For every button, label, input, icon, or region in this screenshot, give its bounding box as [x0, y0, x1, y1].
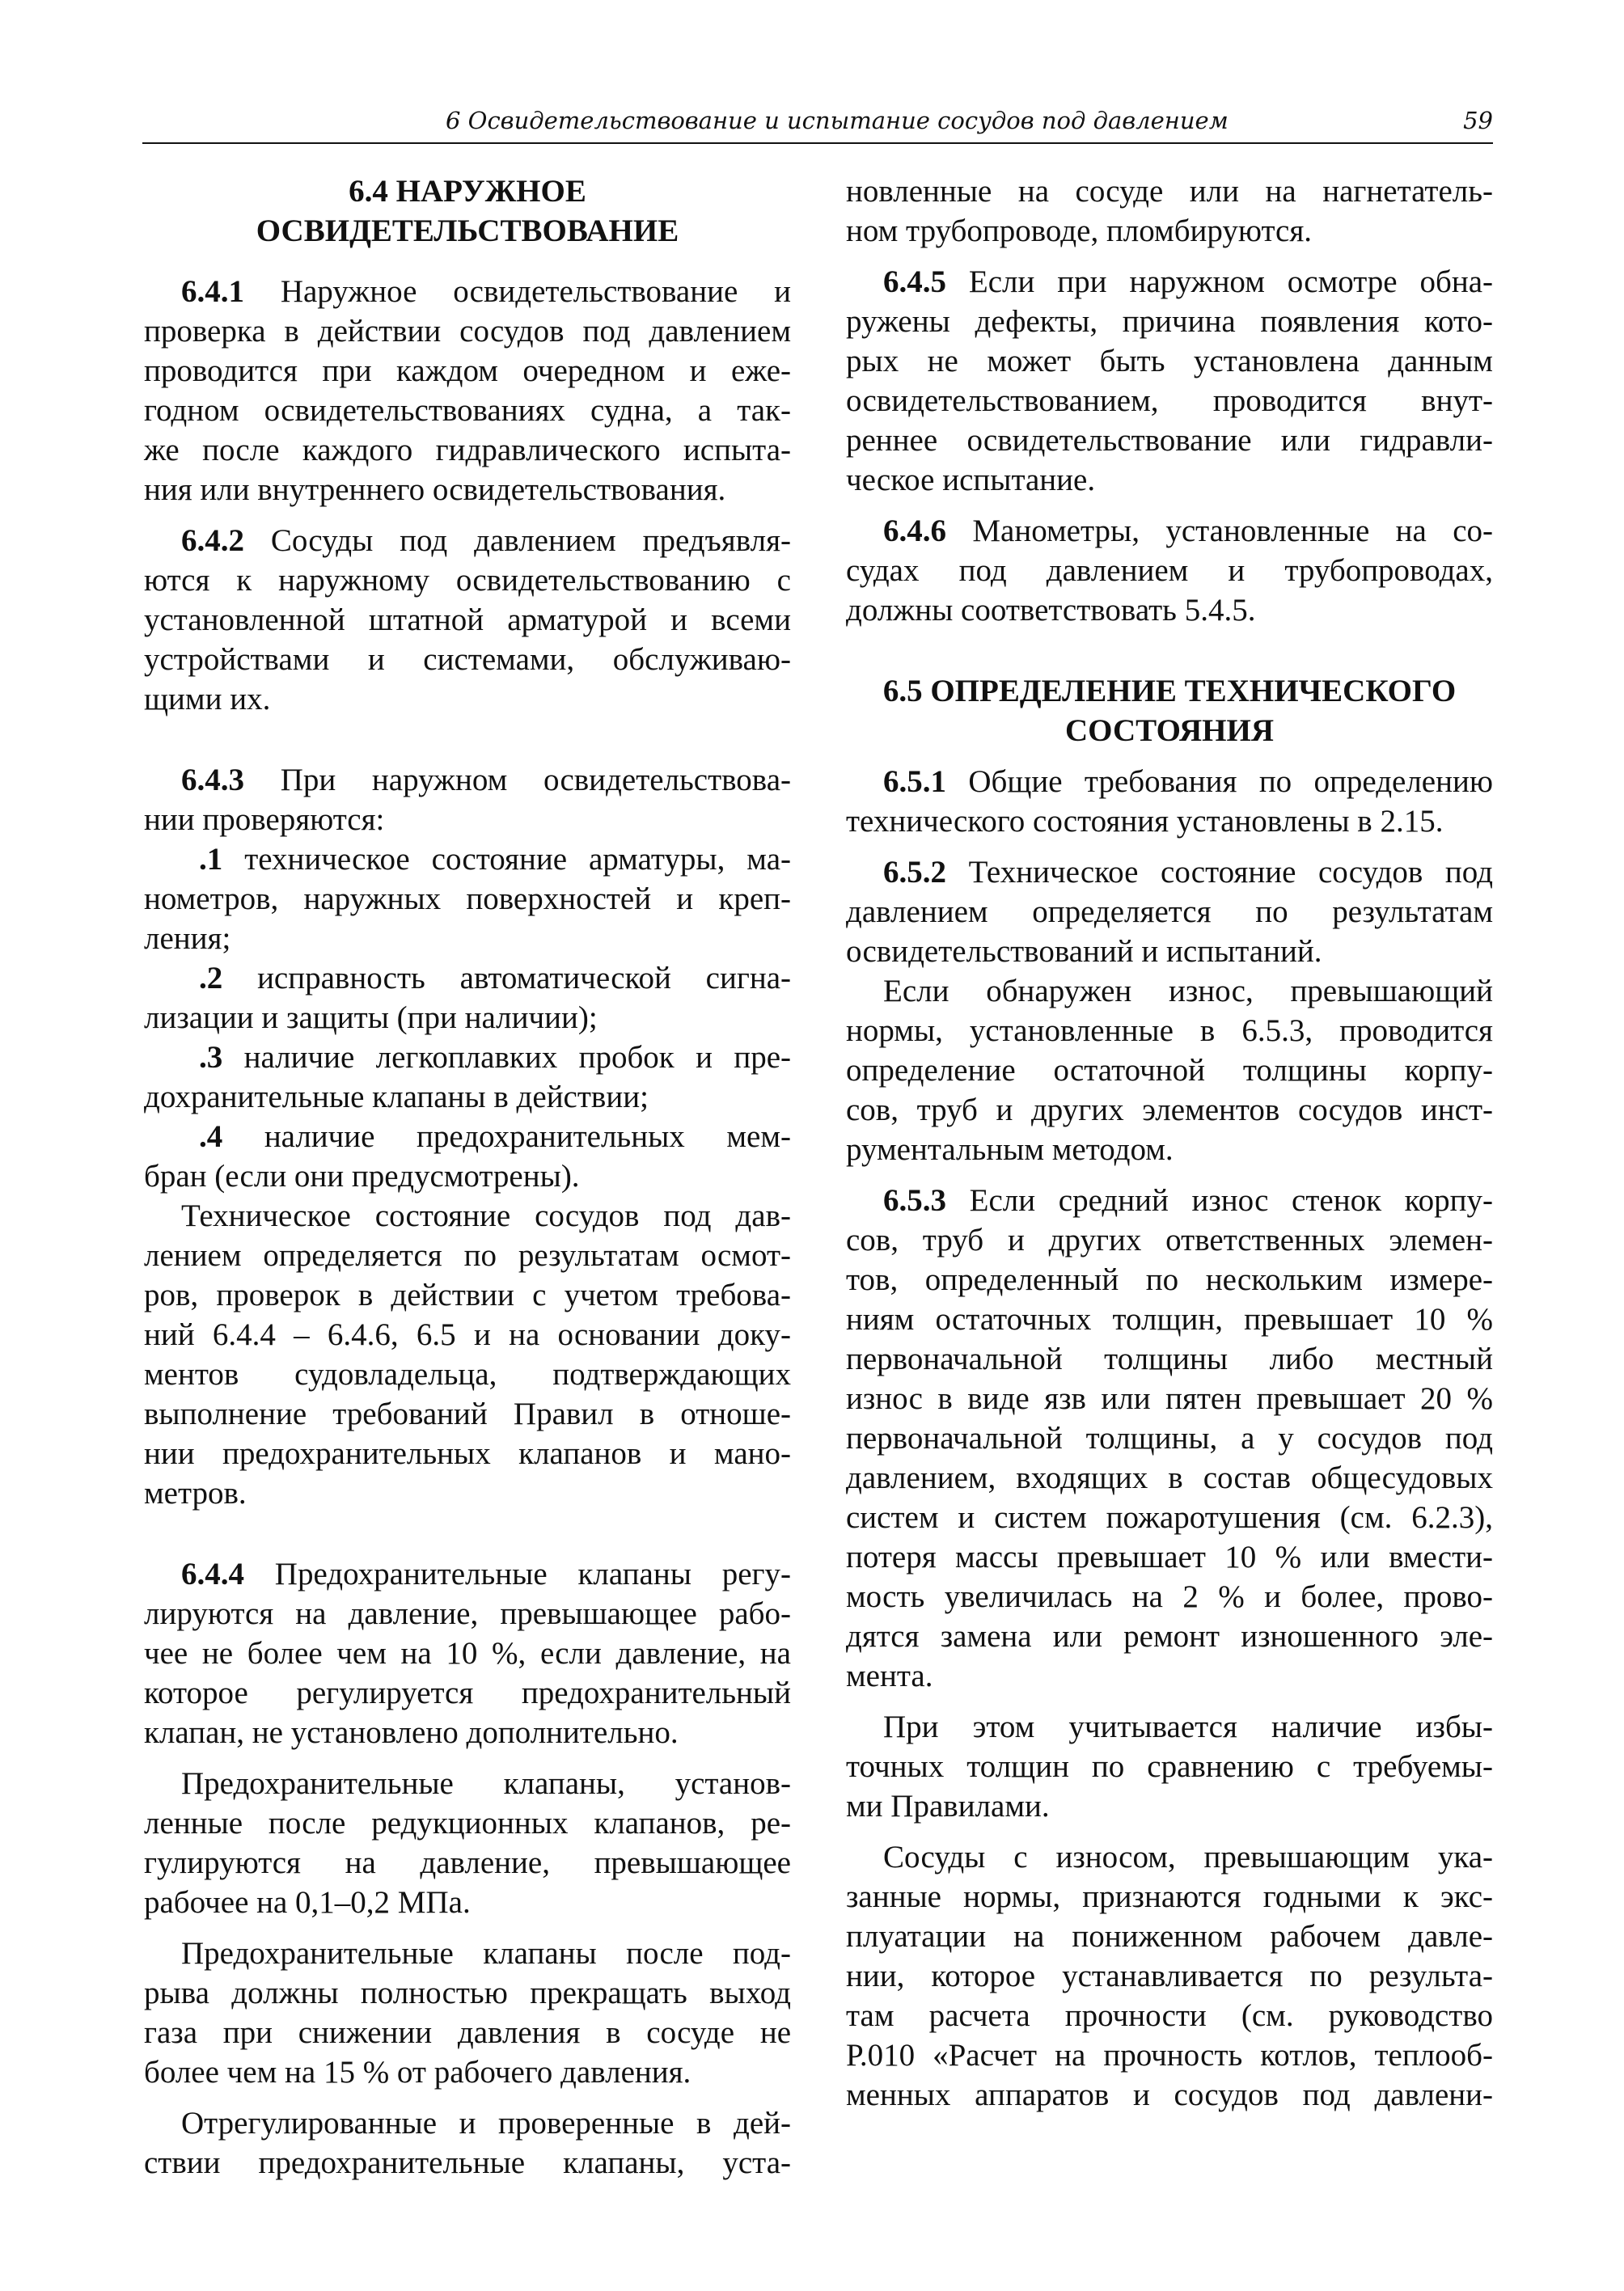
text-line: новленные на сосуде или на нагнетатель-: [846, 174, 1493, 209]
text-line: плуатации на пониженном рабочем давле-: [846, 1919, 1493, 1954]
list-item: [144, 1038, 791, 1117]
text-line: более чем на 15 % от рабочего давления.: [144, 2055, 691, 2090]
paragraph-6-5-2: [846, 852, 1493, 971]
item-number: .4: [199, 1119, 223, 1154]
paragraph-6-5-3: [846, 1181, 1493, 1696]
text-line: Предохранительные клапаны после под-: [181, 1936, 791, 1971]
text-line: нии проверяются:: [144, 802, 385, 837]
paragraph-continuation: [846, 171, 1493, 251]
paragraph-valves-reduction: [144, 1764, 791, 1922]
text-line: систем и систем пожаротушения (см. 6.2.3),: [846, 1500, 1493, 1535]
heading-line: СОСТОЯНИЯ: [1064, 713, 1275, 748]
text-line: там расчета прочности (см. руководство: [846, 1998, 1493, 2033]
paragraph-6-4-5: [846, 262, 1493, 500]
text-line: точных толщин по сравнению с требуемы-: [846, 1749, 1493, 1784]
text-line: Техническое состояние сосудов под дав-: [181, 1198, 791, 1233]
text-line: мость увеличилась на 2 % и более, прово-: [846, 1579, 1493, 1614]
text-line: должны соответствовать 5.4.5.: [846, 593, 1256, 628]
text-line: бран (если они предусмотрены).: [144, 1159, 580, 1194]
text-line: нормы, установленные в 6.5.3, проводится: [846, 1013, 1493, 1048]
text-line: первоначальной толщины, а у сосудов под: [846, 1421, 1493, 1456]
heading-line: 6.4 НАРУЖНОЕ: [349, 174, 586, 209]
page-number: 59: [1463, 107, 1493, 134]
text-line: .4 наличие предохранительных мем-: [199, 1119, 792, 1154]
text-line: нии предохранительных клапанов и мано-: [144, 1436, 791, 1471]
text-line: 6.4.3 При наружном освидетельствова-: [181, 763, 792, 797]
text-line: лизации и защиты (при наличии);: [144, 1000, 598, 1035]
text-line: давлением определяется по результатам: [846, 894, 1493, 929]
clause-number: 6.4.3: [181, 763, 244, 797]
heading-6-4: [144, 171, 791, 251]
text-line: лением определяется по результатам осмот-: [144, 1238, 791, 1273]
paragraph-6-4-4: [144, 1554, 791, 1752]
text-line: рыва должны полностью прекращать выход: [144, 1976, 791, 2010]
item-number: .2: [199, 961, 223, 995]
paragraph-reduced-pressure: [846, 1837, 1493, 2115]
paragraph-valves-shutoff: [144, 1934, 791, 2092]
text-line: технического состояния установлены в 2.15.: [846, 804, 1444, 839]
text-line: установленной штатной арматурой и всеми: [144, 602, 791, 637]
item-number: .1: [199, 842, 223, 877]
text-line: проверка в действии сосудов под давлением: [144, 314, 791, 349]
text-line: 6.5.2 Техническое состояние сосудов под: [883, 855, 1494, 890]
clause-number: 6.5.2: [883, 855, 946, 890]
text-line: .1 техническое состояние арматуры, ма-: [199, 842, 792, 877]
text-line: 6.4.5 Если при наружном осмотре обна-: [883, 264, 1493, 299]
clause-number: 6.4.5: [883, 264, 946, 299]
paragraph-excess: [846, 1707, 1493, 1826]
item-number: .3: [199, 1040, 223, 1075]
paragraph-6-4-6: [846, 511, 1493, 630]
text-line: дятся замена или ремонт изношенного эле-: [846, 1619, 1493, 1654]
text-line: 6.4.1 Наружное освидетельствование и: [181, 274, 791, 309]
text-line: 6.4.2 Сосуды под давлением предъявля-: [181, 523, 792, 558]
clause-number: 6.5.1: [883, 764, 946, 799]
text-line: годном освидетельствованиях судна, а так-: [144, 393, 791, 428]
text-line: же после каждого гидравлического испыта-: [144, 433, 791, 467]
heading-line: 6.5 ОПРЕДЕЛЕНИЕ ТЕХНИЧЕСКОГО: [882, 674, 1457, 708]
text-line: гулируются на давление, превышающее: [144, 1845, 791, 1880]
text-line: судах под давлением и трубопроводах,: [846, 553, 1493, 588]
heading-line: ОСВИДЕТЕЛЬСТВОВАНИЕ: [256, 213, 679, 248]
text-line: ческое испытание.: [846, 463, 1096, 497]
text-line: Предохранительные клапаны, установ-: [181, 1766, 791, 1801]
text-line: ружены дефекты, причина появления кото-: [846, 304, 1493, 339]
text-line: менных аппаратов и сосудов под давлени-: [846, 2078, 1493, 2112]
left-column: [144, 171, 791, 2183]
paragraph-valves-sealed: [144, 2103, 791, 2183]
text-line: Отрегулированные и проверенные в дей-: [181, 2106, 791, 2141]
text-line: тов, определенный по нескольким измере-: [846, 1262, 1493, 1297]
text-line: освидетельствований и испытаний.: [846, 934, 1322, 969]
text-line: рых не может быть установлена данным: [846, 344, 1493, 378]
text-line: Р.010 «Расчет на прочность котлов, теплооб-: [846, 2038, 1493, 2073]
text-line: ния или внутреннего освидетельствования.: [144, 472, 726, 507]
list-item: [144, 958, 791, 1038]
heading-6-5: [846, 671, 1493, 750]
text-line: 6.5.1 Общие требования по определению: [883, 764, 1493, 799]
clause-number: 6.4.2: [181, 523, 244, 558]
text-line: .2 исправность автоматической сигна-: [199, 961, 791, 995]
text-line: ются к наружному освидетельствованию с: [144, 563, 791, 598]
text-line: чее не более чем на 10 %, если давление, на: [144, 1636, 791, 1671]
clause-number: 6.5.3: [883, 1183, 946, 1218]
text-line: потеря массы превышает 10 % или вмести-: [846, 1540, 1493, 1575]
text-line: Если обнаружен износ, превышающий: [883, 974, 1493, 1008]
text-line: метров.: [144, 1476, 247, 1511]
text-line: проводится при каждом очередном и еже-: [144, 353, 791, 388]
paragraph-6-4-1: [144, 272, 791, 509]
text-line: 6.4.6 Манометры, установленные на со-: [883, 514, 1493, 548]
clause-number: 6.4.1: [181, 274, 244, 309]
text-line: ров, проверок в действии с учетом требова-: [144, 1278, 791, 1312]
text-line: ствии предохранительные клапаны, уста-: [144, 2145, 791, 2180]
text-line: определение остаточной толщины корпу-: [846, 1053, 1493, 1088]
text-line: лируются на давление, превышающее рабо-: [144, 1596, 791, 1631]
text-line: ний 6.4.4 – 6.4.6, 6.5 и на основании доку-: [144, 1317, 791, 1352]
paragraph-technical-state: [144, 1196, 791, 1513]
text-line: 6.4.4 Предохранительные клапаны регу-: [181, 1557, 792, 1591]
clause-number: 6.4.4: [181, 1557, 244, 1591]
text-line: давлением, входящих в состав общесудовых: [846, 1460, 1493, 1495]
text-line: которое регулируется предохранительный: [144, 1676, 791, 1710]
text-line: выполнение требований Правил в отноше-: [144, 1397, 791, 1431]
running-title: 6 Освидетельствование и испытание сосудов под давлением: [446, 107, 1229, 134]
text-line: Сосуды с износом, превышающим ука-: [883, 1840, 1493, 1875]
running-header: [142, 104, 1493, 141]
text-line: реннее освидетельствование или гидравли-: [846, 423, 1493, 458]
text-line: износ в виде язв или пятен превышает 20 %: [846, 1381, 1493, 1416]
paragraph-6-5-1: [846, 762, 1493, 841]
text-line: ления;: [144, 921, 231, 956]
text-line: сов, труб и других ответственных элемен-: [846, 1223, 1493, 1258]
text-line: первоначальной толщины либо местный: [846, 1342, 1493, 1376]
text-line: рабочее на 0,1–0,2 МПа.: [144, 1885, 471, 1920]
text-line: рументальным методом.: [846, 1132, 1174, 1167]
paragraph-6-4-2: [144, 521, 791, 719]
text-line: ментов судовладельца, подтверждающих: [144, 1357, 791, 1392]
text-line: нии, которое устанавливается по результа-: [846, 1959, 1493, 1993]
paragraph-wear: [846, 971, 1493, 1169]
text-line: ниям остаточных толщин, превышает 10 %: [846, 1302, 1493, 1337]
text-line: нометров, наружных поверхностей и креп-: [144, 881, 791, 916]
right-column: [846, 171, 1493, 2115]
text-line: занные нормы, признаются годными к экс-: [846, 1879, 1493, 1914]
text-line: устройствами и системами, обслуживаю-: [144, 642, 791, 677]
list-item: [144, 839, 791, 958]
text-line: щими их.: [144, 682, 271, 716]
text-line: .3 наличие легкоплавких пробок и пре-: [199, 1040, 791, 1075]
text-line: мента.: [846, 1659, 933, 1693]
paragraph-6-4-3: [144, 760, 791, 1513]
text-line: клапан, не установлено дополнительно.: [144, 1715, 679, 1750]
header-rule: [142, 142, 1493, 144]
text-line: 6.5.3 Если средний износ стенок корпу-: [883, 1183, 1494, 1218]
text-line: ленные после редукционных клапанов, ре-: [144, 1806, 791, 1841]
text-line: газа при снижении давления в сосуде не: [144, 2015, 791, 2050]
text-line: сов, труб и других элементов сосудов инст-: [846, 1093, 1493, 1127]
text-line: освидетельствованием, проводится внут-: [846, 383, 1493, 418]
text-line: При этом учитывается наличие избы-: [883, 1710, 1493, 1744]
clause-number: 6.4.6: [883, 514, 946, 548]
text-line: ном трубопроводе, пломбируются.: [846, 213, 1313, 248]
list-item: [144, 1117, 791, 1196]
text-line: ми Правилами.: [846, 1789, 1050, 1824]
text-line: дохранительные клапаны в действии;: [144, 1080, 649, 1114]
